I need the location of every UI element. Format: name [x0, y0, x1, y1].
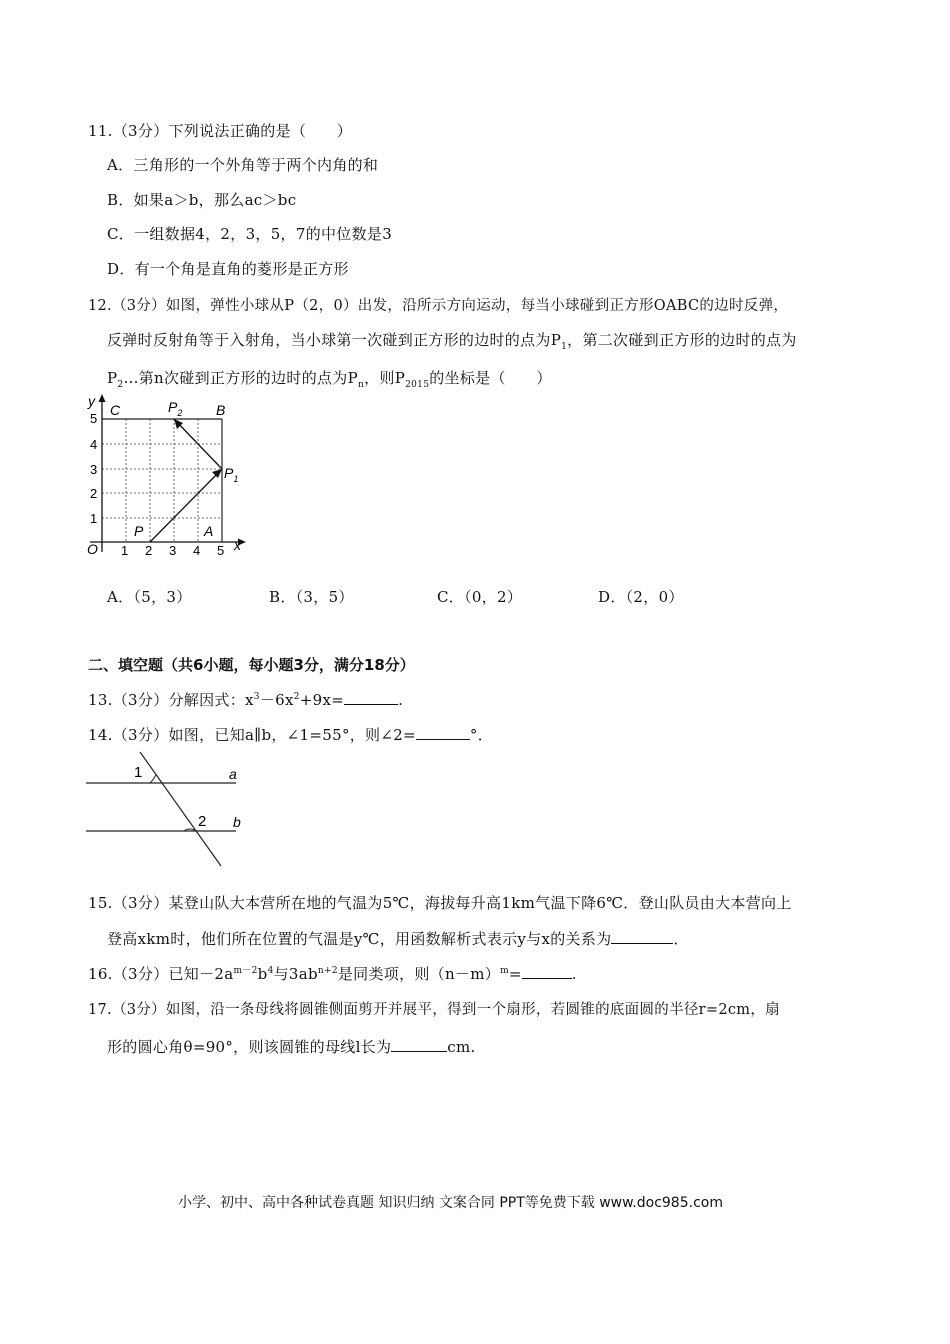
q16-line: 16.（3分）已知$-2a^{m-2}b^4$与$3ab^{n+2}$是同类项，则$(n-m)^m=$ . [88, 965, 577, 983]
q12-line-3: $P_2\dots$第n次碰到正方形的边时的点为$P_n$，则$P_{2015}$的坐标是（ ） [107, 369, 552, 390]
q11-stem: 11.（3分）下列说法正确的是（ ） [88, 122, 353, 140]
q12-grid-figure [84, 392, 254, 558]
q12-option-a: A．（5，3） [107, 588, 192, 606]
q13-line: 13.（3分）分解因式：$x^3-6x^2+9x=$ . [88, 691, 404, 709]
q14-parallel-lines-figure [84, 748, 254, 870]
q11-option-b: B．如果a＞b，那么ac＞bc [107, 191, 297, 209]
page-footer: 小学、初中、高中各种试卷真题 知识归纳 文案合同 PPT等免费下载 www.doc985.com [178, 1195, 723, 1211]
y-tick-4: 4 [90, 437, 98, 452]
path-arrow-p1-icon [212, 469, 222, 478]
x-axis-label: x [234, 537, 241, 553]
q13-answer-blank[interactable] [344, 690, 398, 705]
origin-label: O [87, 541, 98, 557]
y-tick-3: 3 [90, 462, 98, 477]
y-axis-label: y [88, 393, 95, 409]
q17-line-2: 形的圆心角θ=90°，则该圆锥的母线l长为 cm. [107, 1038, 476, 1056]
q17-line-1: 17.（3分）如图，沿一条母线将圆锥侧面剪开并展平，得到一个扇形，若圆锥的底面圆的半径r=2cm，扇 [88, 1002, 780, 1018]
q15-line-2: 登高xkm时，他们所在位置的气温是y℃，用函数解析式表示y与x的关系为 ． [107, 930, 689, 948]
q11-option-c: C．一组数据4，2，3，5，7的中位数是3 [107, 225, 393, 243]
q14-answer-blank[interactable] [416, 725, 470, 740]
q17-answer-blank[interactable] [391, 1037, 447, 1052]
x-tick-3: 3 [169, 543, 177, 558]
q15-answer-blank[interactable] [611, 929, 673, 944]
y-tick-1: 1 [90, 511, 98, 526]
q12-option-d: D．（2，0） [598, 588, 684, 606]
line-a-label: a [229, 766, 237, 782]
point-p2-label: $P_2$ [168, 399, 183, 418]
q12-option-c: C．（0，2） [437, 588, 523, 606]
line-b-label: b [233, 814, 241, 830]
q12-line-1: 12.（3分）如图，弹性小球从P（2，0）出发，沿所示方向运动，每当小球碰到正方形OABC的边时反弹， [88, 298, 789, 314]
q12-line-2: 反弹时反射角等于入射角，当小球第一次碰到正方形的边时的点为$P_1$，第二次碰到正方形的边时的点为 [107, 331, 797, 352]
x-tick-4: 4 [193, 543, 201, 558]
q14-line: 14.（3分）如图，已知a∥b，∠1=55°，则∠2= °． [88, 726, 494, 744]
q11-option-a: A．三角形的一个外角等于两个内角的和 [107, 156, 379, 174]
section-2-title: 二、填空题（共6小题，每小题3分，满分18分） [88, 656, 415, 674]
q16-answer-blank[interactable] [522, 964, 572, 979]
x-tick-5: 5 [217, 543, 225, 558]
x-tick-1: 1 [121, 543, 129, 558]
point-p1-label: $P_1$ [224, 465, 239, 484]
transversal-line [140, 752, 221, 866]
angle-2-label: 2 [198, 813, 207, 830]
q11-option-d: D．有一个角是直角的菱形是正方形 [107, 260, 349, 278]
q12-option-b: B．（3，5） [269, 588, 354, 606]
y-axis-arrow-icon [99, 394, 106, 402]
q15-line-1: 15.（3分）某登山队大本营所在地的气温为5℃，海拔每升高1km气温下降6℃．登山队员由大本营向上 [88, 894, 792, 912]
y-tick-5: 5 [90, 411, 98, 426]
x-tick-2: 2 [145, 543, 153, 558]
y-tick-2: 2 [90, 486, 98, 501]
point-p-label: P [134, 523, 144, 539]
point-a-label: A [204, 523, 214, 539]
angle-1-arc [150, 774, 156, 783]
point-b-label: B [216, 402, 226, 418]
point-c-label: C [110, 402, 121, 418]
angle-1-label: 1 [134, 764, 143, 781]
